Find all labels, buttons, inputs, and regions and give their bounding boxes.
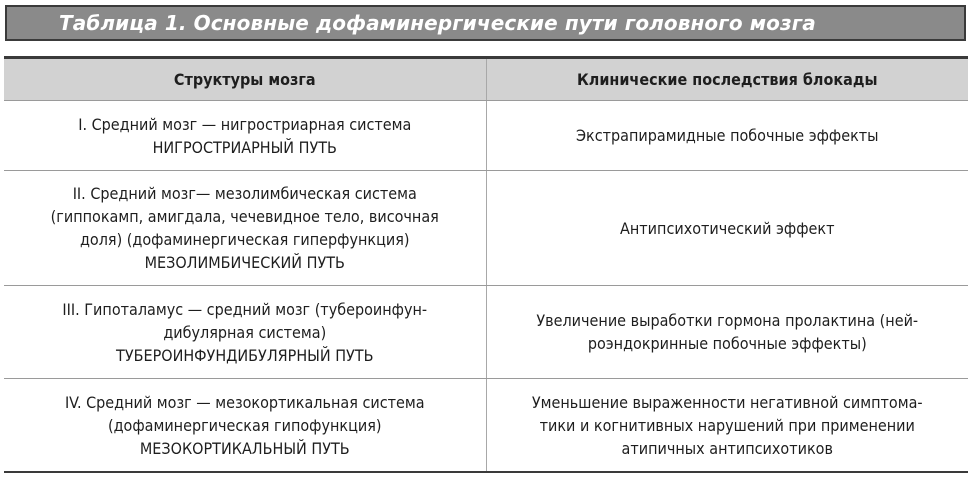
cell-line: МЕЗОКОРТИКАЛЬНЫЙ ПУТЬ	[139, 438, 350, 458]
cell-line: Увеличение выработки гормона пролактина (ней-	[536, 311, 919, 330]
header-consequences: Клинические последствия блокады	[486, 59, 968, 101]
cell-line: Антипсихотический эффект	[620, 218, 835, 238]
cell-line: III. Гипоталамус — средний мозг (тубероинфун-	[62, 299, 428, 319]
cell-line: (гиппокамп, амигдала, чечевидное тело, височная	[50, 207, 439, 226]
table-row	[4, 101, 968, 171]
structure-cell	[4, 171, 486, 286]
cell-line: (дофаминергическая гипофункция)	[107, 415, 382, 435]
table-row	[4, 286, 968, 379]
cell-line: IV. Средний мозг — мезокортикальная система	[64, 392, 425, 412]
structure-cell	[4, 101, 486, 171]
table-header-row	[4, 59, 968, 101]
cell-line: ТУБЕРОИНФУНДИБУЛЯРНЫЙ ПУТЬ	[116, 345, 374, 365]
table-row	[4, 379, 968, 472]
consequence-cell	[486, 101, 968, 171]
cell-line: дибулярная система)	[163, 322, 327, 342]
structure-cell	[4, 379, 486, 472]
cell-line: II. Средний мозг— мезолимбическая система	[72, 184, 417, 203]
consequence-cell	[486, 171, 968, 286]
header-structures: Структуры мозга	[4, 59, 486, 101]
cell-line: доля) (дофаминергическая гиперфункция)	[79, 230, 410, 249]
cell-line: I. Средний мозг — нигростриарная система	[78, 114, 412, 134]
cell-line: Экстрапирамидные побочные эффекты	[575, 126, 879, 145]
cell-line: МЕЗОЛИМБИЧЕСКИЙ ПУТЬ	[144, 253, 345, 272]
consequence-cell	[486, 286, 968, 379]
structure-cell	[4, 286, 486, 379]
consequence-cell	[486, 379, 968, 472]
table-title-bar	[5, 5, 966, 41]
table-row	[4, 171, 968, 286]
cell-line: НИГРОСТРИАРНЫЙ ПУТЬ	[152, 137, 337, 157]
cell-line: Уменьшение выраженности негативной симптома-	[531, 392, 923, 412]
cell-line: атипичных антипсихотиков	[621, 438, 833, 458]
table-bottom-rule	[4, 471, 968, 473]
cell-line: роэндокринные побочные эффекты)	[587, 334, 867, 353]
dopamine-pathways-table	[4, 59, 968, 472]
cell-line: тики и когнитивных нарушений при применении	[539, 415, 915, 435]
table-title: Таблица 1. Основные дофаминергические пути головного мозга	[59, 11, 816, 35]
